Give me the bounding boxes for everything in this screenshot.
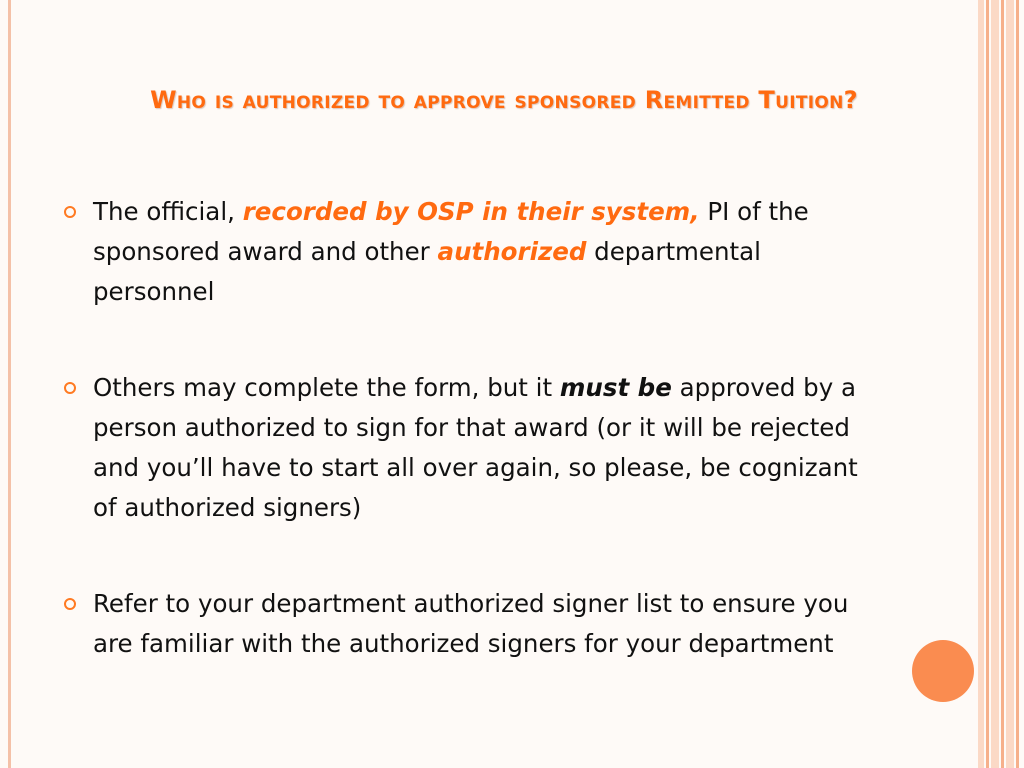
highlighted-text: authorized [437, 237, 587, 266]
emphasized-text: must be [559, 373, 672, 402]
bullet-item [60, 584, 880, 664]
bullet-text: PI of the sponsored award and other [93, 197, 809, 266]
bullet-text: Others may complete the form, but it [93, 373, 560, 402]
right-decorative-stripe [986, 0, 989, 768]
bullet-list [60, 192, 880, 664]
decorative-circle [912, 640, 974, 702]
slide-title: Who is authorized to approve sponsored Remitted Tuition? [150, 86, 858, 114]
bullet-text: Refer to your department authorized signer list to ensure you are familiar with the authorized signers for your department [93, 589, 849, 658]
right-decorative-stripe [978, 0, 984, 768]
bullet-text: departmental personnel [93, 237, 761, 306]
bullet-text: approved by a person authorized to sign for that award (or it will be rejected and you’ll have to start all over again, so please, be cognizant of authorized signers) [93, 373, 858, 522]
right-decorative-stripe [991, 0, 999, 768]
bullet-circle-icon [64, 206, 76, 218]
left-border-line [8, 0, 11, 768]
bullet-circle-icon [64, 382, 76, 394]
bullet-text: The official, [93, 197, 243, 226]
right-decorative-stripe [1016, 0, 1019, 768]
right-decorative-stripe [1006, 0, 1014, 768]
bullet-item [60, 368, 880, 528]
bullet-circle-icon [64, 598, 76, 610]
right-decorative-stripe [1001, 0, 1004, 768]
bullet-item [60, 192, 880, 312]
highlighted-text: recorded by OSP in their system, [242, 197, 700, 226]
